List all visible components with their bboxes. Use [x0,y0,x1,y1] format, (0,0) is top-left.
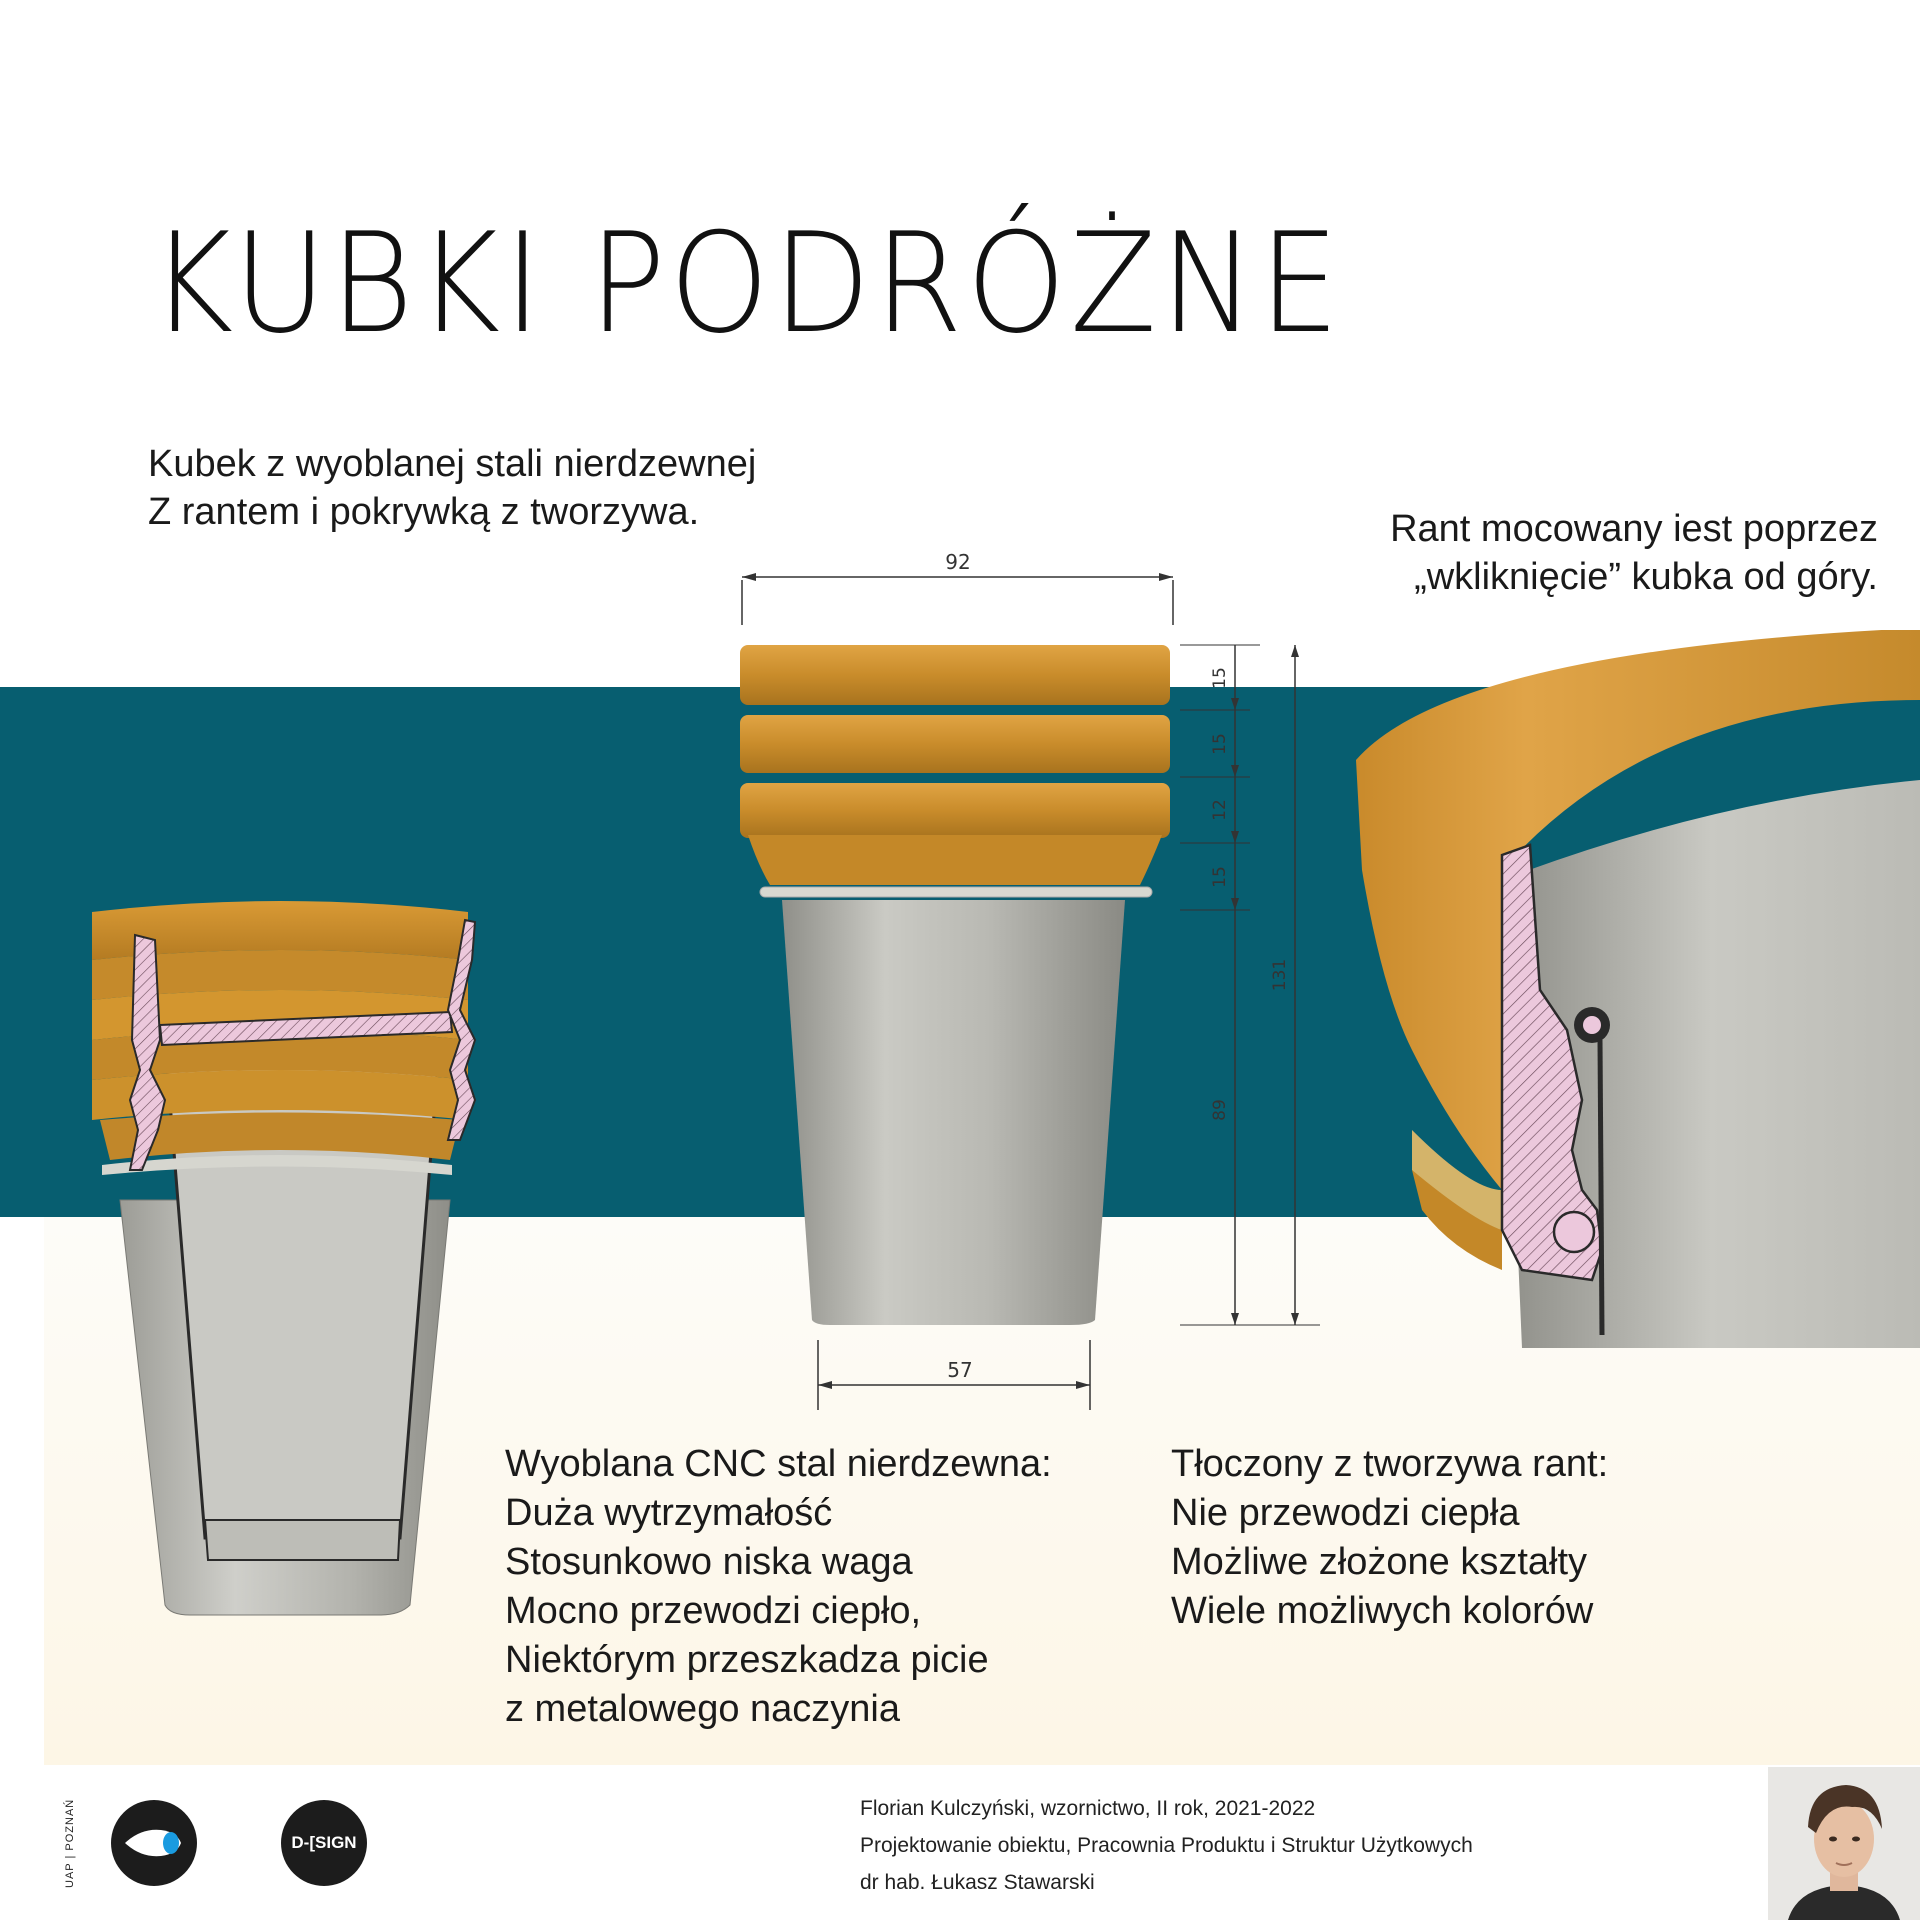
uap-logo-icon [111,1800,197,1886]
dim-ring-3: 12 [1210,799,1230,821]
plastic-list-item: Nie przewodzi ciepła [1171,1492,1520,1534]
steel-list-item: z metalowego naczynia [505,1688,900,1730]
credits-tutor: dr hab. Łukasz Stawarski [860,1871,1095,1894]
rim-detail-closeup [1352,630,1920,1348]
credits [860,1790,1473,1901]
credits-author: Florian Kulczyński, wzornictwo, II rok, 2021-2022 [860,1797,1316,1820]
dim-ring-1: 15 [1210,667,1230,689]
intro-text [148,440,756,536]
dim-top-width: 92 [945,550,971,574]
dim-body-height: 89 [1210,1099,1230,1121]
plastic-list-item: Możliwe złożone kształty [1171,1541,1588,1583]
steel-list-heading: Wyoblana CNC stal nierdzewna: [505,1443,1052,1485]
dim-ring-2: 15 [1210,733,1230,755]
dim-ring-4: 15 [1210,866,1230,888]
intro-line-1: Kubek z wyoblanej stali nierdzewnej [148,443,757,485]
plastic-list-heading: Tłoczony z tworzywa rant: [1171,1443,1609,1485]
dim-total-height: 131 [1270,958,1290,992]
rant-note-line-1: Rant mocowany iest poprzez [1390,508,1878,550]
rant-note [1390,505,1878,601]
steel-list-item: Mocno przewodzi ciepło, [505,1590,922,1632]
cutaway-cup-illustration [80,900,500,1620]
credits-course: Projektowanie obiektu, Pracownia Produktu i Struktur Użytkowych [860,1834,1473,1857]
page-title: KUBKI PODRÓŻNE [150,203,1344,364]
plastic-list-item: Wiele możliwych kolorów [1171,1590,1594,1632]
author-portrait [1768,1767,1920,1920]
rant-note-line-2: „wkliknięcie” kubka od góry. [1414,556,1878,598]
steel-list-item: Stosunkowo niska waga [505,1541,913,1583]
steel-list-item: Duża wytrzymałość [505,1492,833,1534]
dim-bottom-width: 57 [947,1358,973,1382]
steel-properties-list [505,1440,1052,1734]
plastic-properties-list [1171,1440,1608,1636]
uap-label: UAP | POZNAŃ [64,1798,76,1888]
dimensioned-cup-drawing [730,545,1320,1415]
steel-list-item: Niektórym przeszkadza picie [505,1639,989,1681]
dsign-logo-icon: D-[SIGN [281,1800,367,1886]
intro-line-2: Z rantem i pokrywką z tworzywa. [148,491,700,533]
